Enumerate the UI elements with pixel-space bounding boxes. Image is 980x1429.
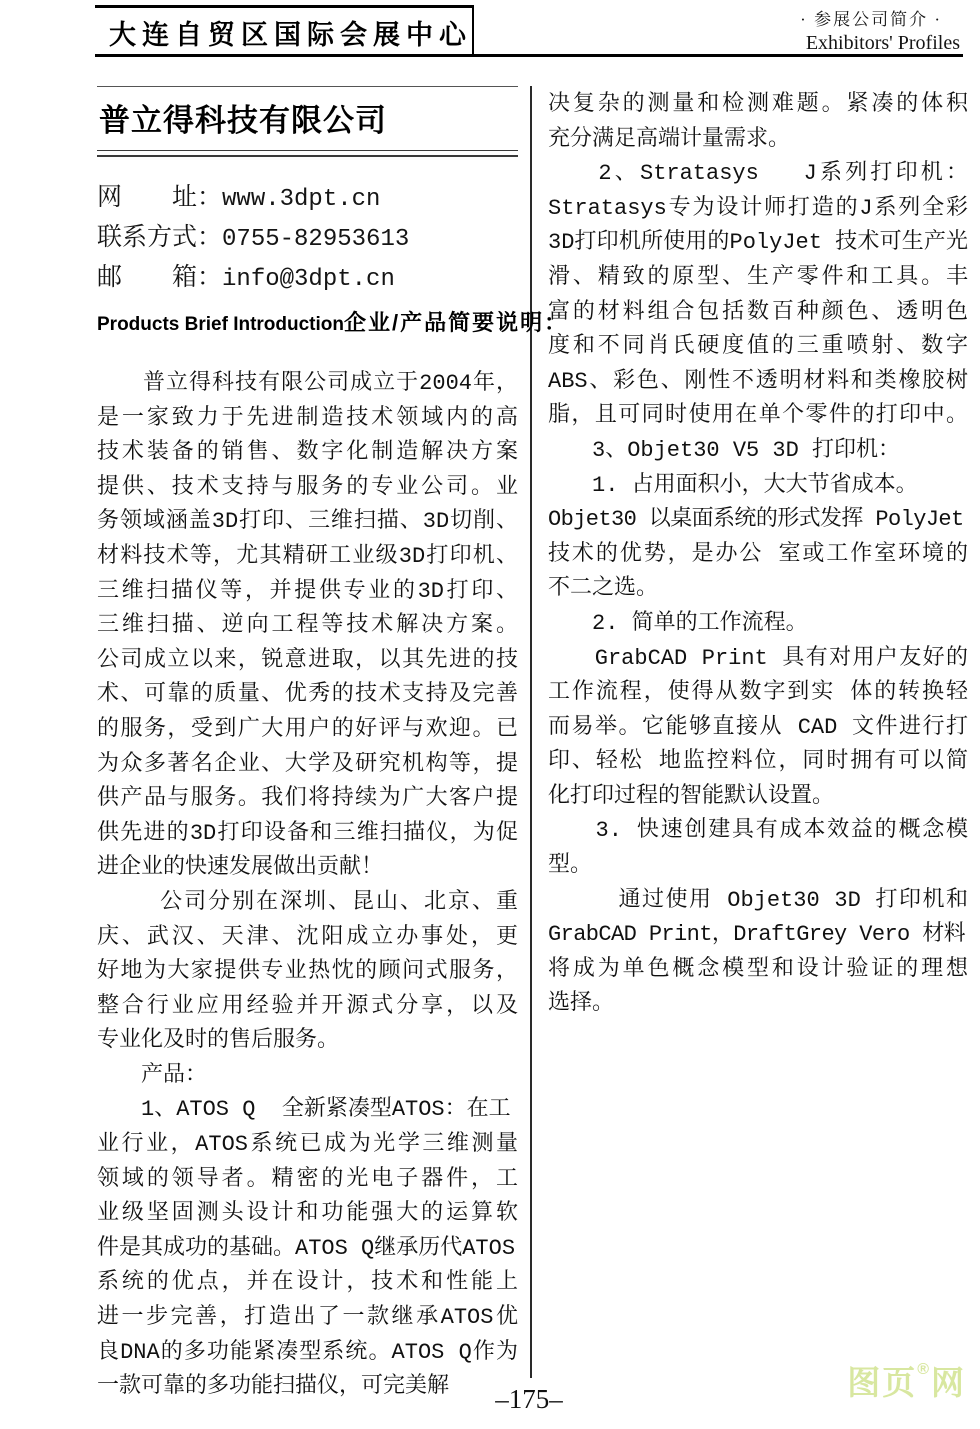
text-line: 良DNA的多功能紧凑型系统。ATOS Q作为 bbox=[97, 1339, 518, 1365]
text-line: 进一步完善，打造出了一款继承ATOS优 bbox=[97, 1305, 518, 1331]
text-line: 件是其成功的基础。ATOS Q继承历代ATOS bbox=[97, 1235, 516, 1261]
text-line: 公司分别在深圳、昆山、北京、重 bbox=[97, 889, 518, 915]
text-line: 提供、技术支持与服务的专业公司。业 bbox=[97, 474, 518, 500]
text-line: 而易举。它能够直接从 CAD 文件进行打 bbox=[548, 714, 968, 740]
phone-value: 0755-82953613 bbox=[222, 226, 410, 253]
products-brief-heading bbox=[97, 310, 569, 338]
text-line: 印、轻松 地监控料位，同时拥有可以简 bbox=[548, 749, 968, 775]
text-line: 材料技术等，尤其精研工业级3D打印机、 bbox=[97, 543, 518, 569]
text-line: Stratasys专为设计师打造的J系列全彩 bbox=[548, 195, 968, 221]
text-line: 术、可靠的质量、优秀的技术支持及完善 bbox=[97, 682, 518, 708]
text-line: 1、ATOS Q 全新紧凑型ATOS：在工 bbox=[97, 1097, 511, 1123]
text-line: 化打印过程的智能默认设置。 bbox=[548, 783, 835, 809]
contact-info bbox=[97, 179, 518, 299]
text-line: 是一家致力于先进制造技术领域内的高 bbox=[97, 405, 518, 431]
section-heading bbox=[800, 9, 960, 55]
text-line: GrabCAD Print，DraftGrey Vero 材料 bbox=[548, 922, 966, 948]
right-column-text bbox=[548, 88, 968, 1022]
text-line: 好地为大家提供专业热忱的顾问式服务， bbox=[97, 959, 518, 985]
text-line: 公司成立以来，锐意进取，以其先进的技 bbox=[97, 647, 518, 673]
text-line: ABS、彩色、刚性不透明材料和类橡胶树 bbox=[548, 368, 968, 394]
section-title-en: Exhibitors' Profiles bbox=[805, 32, 960, 54]
page-number: –175– bbox=[495, 1384, 563, 1414]
text-line: 通过使用 Objet30 3D 打印机和 bbox=[548, 887, 968, 913]
text-line: 脂，且可同时使用在单个零件的打印中。 bbox=[548, 403, 968, 429]
text-line: 选择。 bbox=[548, 991, 615, 1017]
text-line: 不二之选。 bbox=[548, 576, 659, 602]
text-line: 领域的领导者。精密的光电子器件，工 bbox=[97, 1166, 518, 1192]
website-label: 网 址： bbox=[97, 184, 223, 211]
text-line: Objet30 以桌面系统的形式发挥 PolyJet bbox=[548, 507, 964, 533]
company-name-block bbox=[97, 86, 518, 150]
email-value: info@3dpt.cn bbox=[222, 266, 395, 293]
text-line: 业行业，ATOS系统已成为光学三维测量 bbox=[97, 1132, 518, 1158]
watermark-text-part1: 图页 bbox=[847, 1364, 918, 1401]
company-name-underline bbox=[97, 150, 518, 157]
text-line: 整合行业应用经验并开源式分享，以及 bbox=[97, 993, 518, 1019]
column-divider bbox=[530, 86, 532, 1378]
left-column-text bbox=[97, 367, 518, 1405]
text-line: 产品： bbox=[97, 1062, 208, 1088]
section-title-zh: · 参展公司简介 · bbox=[800, 10, 942, 29]
watermark-logo bbox=[847, 1361, 966, 1401]
text-line: 技术的优势，是办公 室或工作室环境的 bbox=[548, 541, 968, 567]
text-line: 将成为单色概念模型和设计验证的理想 bbox=[548, 956, 968, 982]
text-line: 进企业的快速发展做出贡献！ bbox=[97, 855, 384, 881]
phone-label: 联系方式： bbox=[97, 224, 223, 251]
text-line: 一款可靠的多功能扫描仪，可完美解 bbox=[97, 1374, 450, 1400]
text-line: 的服务，受到广大用户的好评与欢迎。已 bbox=[97, 716, 518, 742]
text-line: 为众多著名企业、大学及研究机构等，提 bbox=[97, 751, 518, 777]
text-line: 庆、武汉、天津、沈阳成立办事处，更 bbox=[97, 924, 518, 950]
website-value: www.3dpt.cn bbox=[222, 186, 381, 213]
right-column bbox=[548, 88, 968, 1022]
watermark-text-part2: 网 bbox=[931, 1364, 966, 1401]
text-line: 工作流程，使得从数字到实 体的转换轻 bbox=[548, 680, 968, 706]
products-heading-zh: 企业/产品简要说明： bbox=[344, 310, 569, 335]
text-line: 技术装备的销售、数字化制造解决方案 bbox=[97, 440, 518, 466]
text-line: 富的材料组合包括数百种颜色、透明色 bbox=[548, 299, 968, 325]
header-rule bbox=[95, 54, 963, 57]
text-line: 专业化及时的售后服务。 bbox=[97, 1028, 340, 1054]
registered-trademark-icon: ® bbox=[917, 1361, 929, 1378]
text-line: 滑、精致的原型、生产零件和工具。丰 bbox=[548, 264, 968, 290]
text-line: 三维扫描仪等，并提供专业的3D打印、 bbox=[97, 578, 518, 604]
text-line: 供产品与服务。我们将持续为广大客户提 bbox=[97, 786, 518, 812]
text-line: 充分满足高端计量需求。 bbox=[548, 126, 791, 152]
text-line: 业级坚固测头设计和功能强大的运算软 bbox=[97, 1201, 518, 1227]
text-line: 2. 简单的工作流程。 bbox=[548, 610, 808, 636]
text-line: 3. 快速创建具有成本效益的概念模 bbox=[548, 818, 968, 844]
products-heading-en: Products Brief Introduction bbox=[97, 314, 344, 335]
text-line: 决复杂的测量和检测难题。紧凑的体积 bbox=[548, 92, 968, 117]
contact-row-phone bbox=[97, 219, 518, 259]
text-line: 供先进的3D打印设备和三维扫描仪，为促 bbox=[97, 820, 518, 846]
company-name: 普立得科技有限公司 bbox=[99, 103, 387, 138]
text-line: 三维扫描、逆向工程等技术解决方案。 bbox=[97, 613, 518, 639]
text-line: 3D打印机所使用的PolyJet 技术可生产光 bbox=[548, 230, 968, 256]
text-line: 务领域涵盖3D打印、三维扫描、3D切削、 bbox=[97, 509, 518, 535]
text-line: 系统的优点，并在设计，技术和性能上 bbox=[97, 1270, 518, 1296]
text-line: 2、Stratasys J系列打印机： bbox=[548, 161, 968, 187]
email-label: 邮 箱： bbox=[97, 264, 223, 291]
text-line: 普立得科技有限公司成立于2004年， bbox=[97, 371, 518, 396]
text-line: GrabCAD Print 具有对用户友好的 bbox=[548, 645, 968, 671]
contact-row-website bbox=[97, 179, 518, 219]
text-line: 型。 bbox=[548, 853, 593, 879]
text-line: 度和不同肖氏硬度值的三重喷射、数字 bbox=[548, 334, 968, 360]
text-line: 1. 占用面积小，大大节省成本。 bbox=[548, 472, 918, 498]
venue-title: 大连自贸区国际会展中心 bbox=[109, 20, 472, 50]
text-line: 3、Objet30 V5 3D 打印机： bbox=[548, 437, 901, 463]
venue-title-box bbox=[95, 5, 474, 57]
contact-row-email bbox=[97, 259, 518, 299]
